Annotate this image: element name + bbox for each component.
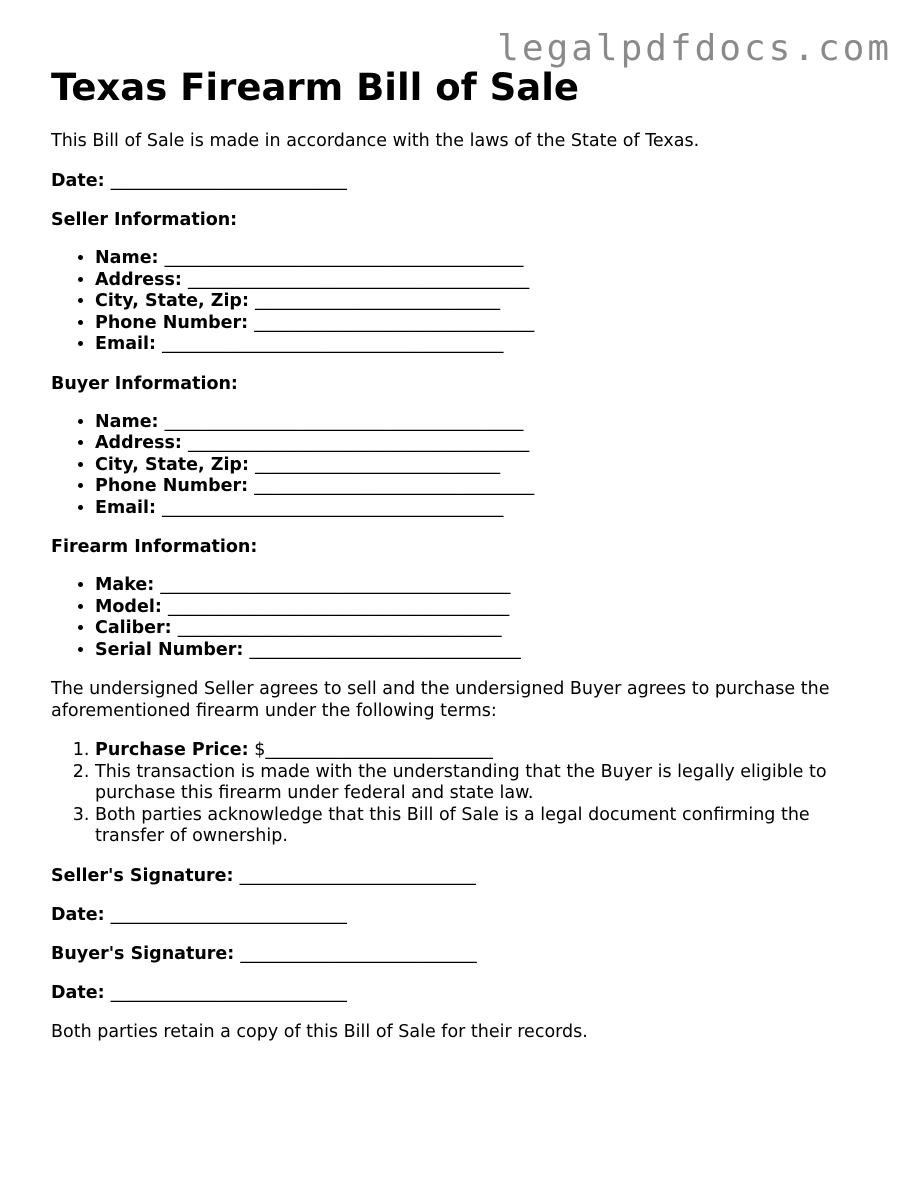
seller-signature-field <box>51 865 871 887</box>
seller-heading: Seller Information: <box>51 210 238 230</box>
field-label: Address: <box>95 433 182 453</box>
field-label: Model: <box>95 596 162 617</box>
document-body <box>51 66 871 1061</box>
buyer-phone-field <box>95 476 871 498</box>
firearm-heading: Firearm Information: <box>51 537 258 557</box>
seller-date-blank: ___________________________ <box>110 904 347 925</box>
buyer-city-field <box>95 455 871 477</box>
buyer-address-field <box>95 433 871 455</box>
buyer-heading: Buyer Information: <box>51 373 238 394</box>
closing-text: Both parties retain a copy of this Bill of Sale for their records. <box>51 1021 588 1042</box>
field-label: Phone Number: <box>95 476 249 496</box>
buyer-signature-blank: ___________________________ <box>240 943 477 964</box>
field-blank: ________________________________________ <box>160 575 511 595</box>
page-title: Texas Firearm Bill of Sale <box>51 66 580 109</box>
agreement-text: The undersigned Seller agrees to sell and the undersigned Buyer agrees to purchase the aforementioned firearm under the following terms: <box>51 679 830 721</box>
field-label: Name: <box>95 248 159 268</box>
buyer-signature-label: Buyer's Signature: <box>51 943 235 964</box>
buyer-date-blank: ___________________________ <box>110 982 347 1003</box>
firearm-serial-field <box>95 640 871 662</box>
seller-signature-blank: ___________________________ <box>239 865 476 886</box>
terms-list <box>51 740 871 848</box>
field-blank: _______________________________________ <box>188 269 530 290</box>
field-label: Name: <box>95 411 159 432</box>
field-label: Address: <box>95 269 182 290</box>
field-blank: ____________________________ <box>255 454 501 475</box>
buyer-email-field <box>95 498 871 520</box>
firearm-caliber-field <box>95 618 871 640</box>
term-acknowledgement: 3. Both parties acknowledge that this Bill of Sale is a legal document confirming the transfer of ownership. <box>95 805 871 848</box>
date-label: Date: <box>51 171 105 191</box>
field-label: Caliber: <box>95 618 172 638</box>
price-blank: $__________________________ <box>254 740 493 760</box>
field-blank: ____________________________ <box>255 291 501 311</box>
field-label: Serial Number: <box>95 639 244 660</box>
term-purchase-price <box>95 740 871 762</box>
field-label: Make: <box>95 575 155 595</box>
field-blank: _______________________________________ <box>188 433 530 453</box>
term-eligibility: 2. This transaction is made with the understanding that the Buyer is legally eligible to purchase this firearm under federal and state law. <box>95 762 871 805</box>
seller-fields <box>51 248 871 356</box>
buyer-date-field <box>51 982 871 1004</box>
firearm-fields <box>51 575 871 661</box>
field-label: Email: <box>95 334 156 354</box>
date-field <box>51 170 871 192</box>
firearm-make-field <box>95 575 871 597</box>
field-label: Phone Number: <box>95 312 249 333</box>
seller-city-field <box>95 291 871 313</box>
field-label: City, State, Zip: <box>95 291 249 311</box>
field-blank: _______________________________________ <box>162 497 504 518</box>
field-blank: _______________________________________ <box>167 596 510 617</box>
field-blank: _____________________________________ <box>177 618 502 638</box>
intro-text: This Bill of Sale is made in accordance with the laws of the State of Texas. <box>51 131 700 151</box>
field-label: City, State, Zip: <box>95 454 249 475</box>
buyer-name-field <box>95 412 871 434</box>
date-blank: ___________________________ <box>110 171 347 191</box>
field-blank: _________________________________________ <box>164 411 524 432</box>
field-blank: _______________________________________ <box>162 334 504 354</box>
watermark-text: legalpdfdocs.com <box>497 28 892 69</box>
seller-date-label: Date: <box>51 904 105 925</box>
field-blank: ________________________________ <box>254 312 535 333</box>
seller-phone-field <box>95 313 871 335</box>
field-blank: _________________________________________ <box>164 248 524 268</box>
field-label: Email: <box>95 497 156 518</box>
seller-signature-label: Seller's Signature: <box>51 865 234 886</box>
field-blank: ________________________________ <box>254 476 535 496</box>
seller-address-field <box>95 270 871 292</box>
field-blank: _______________________________ <box>249 639 521 660</box>
buyer-signature-field <box>51 943 871 965</box>
buyer-fields <box>51 412 871 520</box>
seller-email-field <box>95 334 871 356</box>
price-label: Purchase Price: <box>95 740 249 760</box>
seller-date-field <box>51 904 871 926</box>
firearm-model-field <box>95 597 871 619</box>
seller-name-field <box>95 248 871 270</box>
buyer-date-label: Date: <box>51 982 105 1003</box>
